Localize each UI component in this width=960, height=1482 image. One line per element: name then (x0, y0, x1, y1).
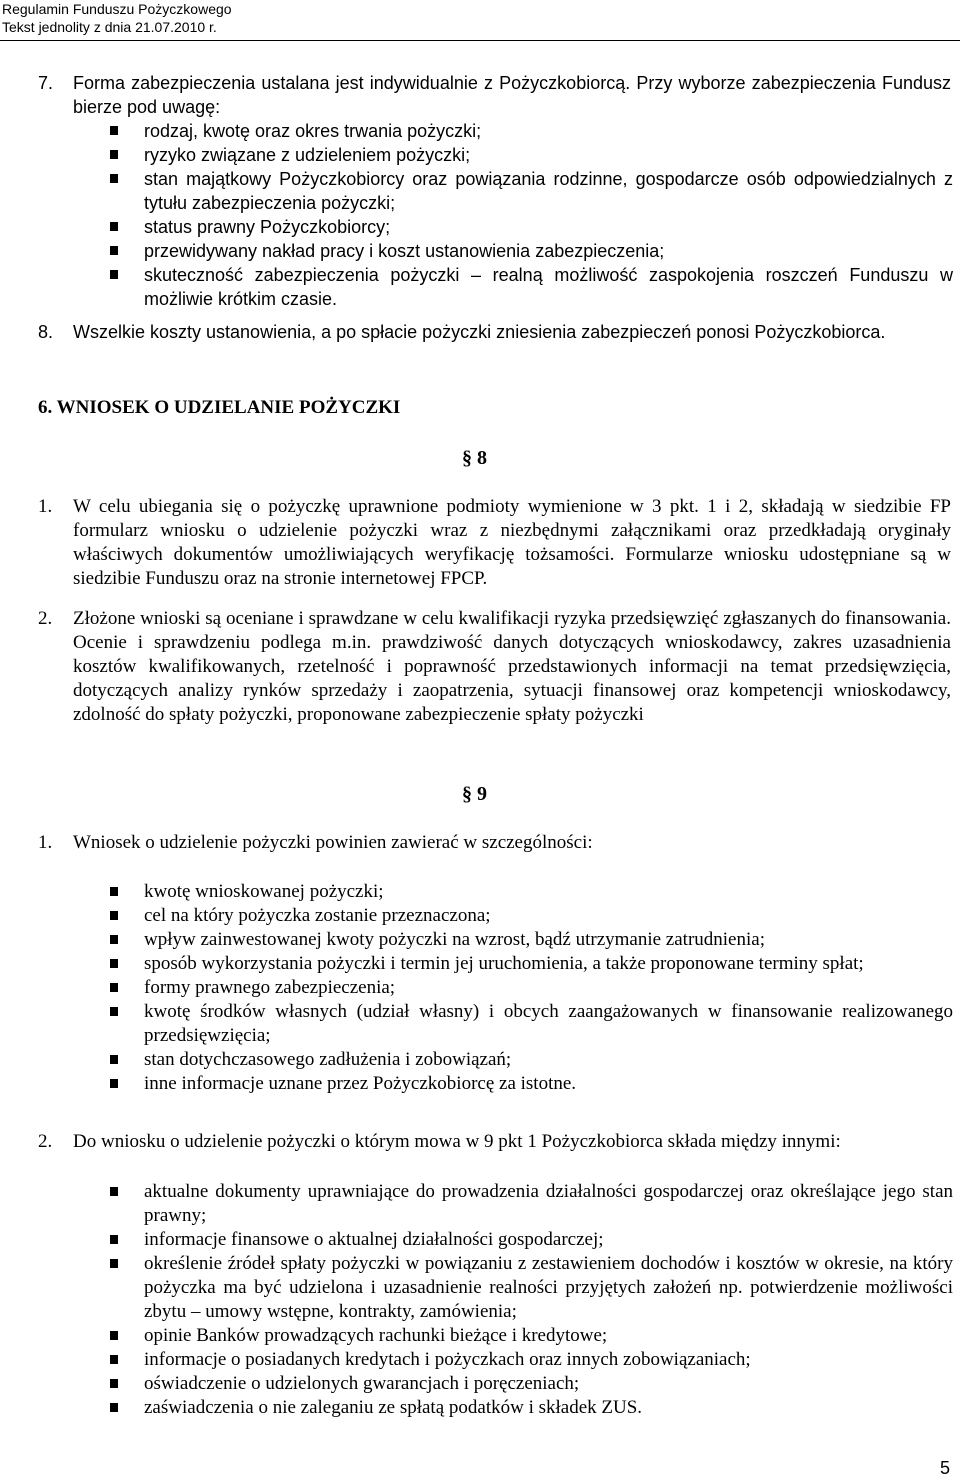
square-bullet-icon (110, 222, 118, 231)
bullet-text: skuteczność zabezpieczenia pożyczki – realną możliwość zaspokojenia roszczeń Funduszu w możliwie krótkim czasie. (144, 265, 953, 309)
square-bullet-icon (110, 1187, 118, 1196)
square-bullet-icon (110, 959, 118, 968)
bullet-text: ryzyko związane z udzieleniem pożyczki; (144, 145, 471, 165)
page-number: 5 (939, 1458, 950, 1478)
par8-point-1 (38, 495, 951, 591)
bullet-text: zaświadczenia o nie zaleganiu ze spłatą podatków i składek ZUS. (144, 1397, 643, 1418)
bullet-text: status prawny Pożyczkobiorcy; (144, 217, 391, 237)
square-bullet-icon (110, 270, 118, 279)
square-bullet-icon (110, 911, 118, 920)
square-bullet-icon (110, 983, 118, 992)
par9-point-2-text: Do wniosku o udzielenie pożyczki o którym mowa w 9 pkt 1 Pożyczkobiorca składa między innymi: (73, 1131, 841, 1152)
header-date: Tekst jednolity z dnia 21.07.2010 r. (2, 19, 217, 35)
bullet-item (110, 1348, 953, 1372)
bullet-text: określenie źródeł spłaty pożyczki w powiązaniu z zestawieniem dochodów i kosztów w okresie, na który pożyczka ma być udzielona i uzasadnienie realności przyjętych założeń np. potwierdzenie możliwości zbytu – umowy wstępne, kontrakty, zamówienia; (144, 1253, 953, 1322)
par8-point-1-text: W celu ubiegania się o pożyczkę uprawnione podmioty wymienione w 3 pkt. 1 i 2, składają w siedzibie FP formularz wniosku o udzielenie pożyczki wraz z niezbędnymi załącznikami oraz przedkładają oryginały właściwych dokumentów umożliwiających weryfikację tożsamości. Formularze wniosku udostępniane są w siedzibie Funduszu oraz na stronie internetowej FPCP. (73, 496, 951, 589)
bullet-item (110, 167, 953, 215)
bullet-text: przewidywany nakład pracy i koszt ustanowienia zabezpieczenia; (144, 241, 665, 261)
bullet-item (110, 1252, 953, 1324)
square-bullet-icon (110, 1079, 118, 1088)
bullet-item (110, 928, 953, 952)
bullet-item (110, 119, 953, 143)
paragraph-9-sign: § 9 (462, 783, 487, 805)
bullet-item (110, 1372, 953, 1396)
bullet-item (110, 1228, 953, 1252)
par8-point-2-number: 2. (38, 608, 53, 629)
bullet-item (110, 880, 953, 904)
bullet-item (110, 1072, 953, 1096)
par9-point-2-number: 2. (38, 1131, 53, 1152)
par9-point-1-number: 1. (38, 832, 53, 853)
bullet-text: stan majątkowy Pożyczkobiorcy oraz powiązania rodzinne, gospodarcze osób odpowiedzialnych z tytułu zabezpieczenia pożyczki; (144, 169, 953, 213)
item-7-number: 7. (38, 73, 54, 93)
bullet-text: informacje finansowe o aktualnej działalności gospodarczej; (144, 1229, 604, 1250)
par9-point-1-text: Wniosek o udzielenie pożyczki powinien zawierać w szczególności: (73, 832, 593, 853)
bullet-item (110, 239, 953, 263)
bullet-text: cel na który pożyczka zostanie przeznaczona; (144, 905, 491, 926)
bullet-item (110, 1396, 953, 1420)
bullet-item (110, 263, 953, 311)
bullet-text: formy prawnego zabezpieczenia; (144, 977, 396, 998)
bullet-item (110, 904, 953, 928)
square-bullet-icon (110, 1007, 118, 1016)
bullet-text: stan dotychczasowego zadłużenia i zobowiązań; (144, 1049, 512, 1070)
bullet-item (110, 143, 953, 167)
document-header (2, 0, 232, 36)
square-bullet-icon (110, 935, 118, 944)
paragraph-8-sign: § 8 (462, 447, 487, 469)
par8-point-2 (38, 607, 951, 727)
item-7-text: Forma zabezpieczenia ustalana jest indywidualnie z Pożyczkobiorcą. Przy wyborze zabezpieczenia Fundusz bierze pod uwagę: (73, 73, 951, 117)
header-rule (0, 40, 960, 41)
par8-point-1-number: 1. (38, 496, 53, 517)
bullet-text: aktualne dokumenty uprawniające do prowadzenia działalności gospodarczej oraz określające jego stan prawny; (144, 1181, 953, 1226)
square-bullet-icon (110, 1403, 118, 1412)
square-bullet-icon (110, 1355, 118, 1364)
section-6-heading: 6. WNIOSEK O UDZIELANIE POŻYCZKI (38, 397, 401, 418)
bullet-text: kwotę środków własnych (udział własny) i obcych zaangażowanych w finansowanie realizowanego przedsięwzięcia; (144, 1001, 953, 1046)
item-8-text: Wszelkie koszty ustanowienia, a po spłacie pożyczki zniesienia zabezpieczeń ponosi Pożyczkobiorca. (73, 322, 886, 342)
square-bullet-icon (110, 150, 118, 159)
item-7-bullet-list (110, 119, 953, 311)
square-bullet-icon (110, 1259, 118, 1268)
bullet-text: inne informacje uznane przez Pożyczkobiorcę za istotne. (144, 1073, 577, 1094)
bullet-item (110, 1048, 953, 1072)
bullet-text: opinie Banków prowadzących rachunki bieżące i kredytowe; (144, 1325, 608, 1346)
bullet-item (110, 1324, 953, 1348)
bullet-text: wpływ zainwestowanej kwoty pożyczki na wzrost, bądź utrzymanie zatrudnienia; (144, 929, 765, 950)
item-7 (38, 71, 951, 119)
bullet-item (110, 1180, 953, 1228)
bullet-text: oświadczenie o udzielonych gwarancjach i poręczeniach; (144, 1373, 580, 1394)
square-bullet-icon (110, 246, 118, 255)
header-title: Regulamin Funduszu Pożyczkowego (2, 1, 232, 17)
bullet-item (110, 215, 953, 239)
square-bullet-icon (110, 1235, 118, 1244)
square-bullet-icon (110, 1331, 118, 1340)
par9-point-2-bullet-list (110, 1180, 953, 1420)
par9-point-1 (38, 831, 951, 855)
square-bullet-icon (110, 1055, 118, 1064)
item-8 (38, 320, 951, 344)
square-bullet-icon (110, 126, 118, 135)
par9-point-2 (38, 1130, 951, 1154)
bullet-item (110, 976, 953, 1000)
bullet-text: informacje o posiadanych kredytach i pożyczkach oraz innych zobowiązaniach; (144, 1349, 751, 1370)
par9-point-1-bullet-list (110, 880, 953, 1096)
item-8-number: 8. (38, 322, 54, 342)
bullet-item (110, 952, 953, 976)
bullet-item (110, 1000, 953, 1048)
bullet-text: sposób wykorzystania pożyczki i termin jej uruchomienia, a także proponowane terminy spłat; (144, 953, 864, 974)
square-bullet-icon (110, 887, 118, 896)
bullet-text: kwotę wnioskowanej pożyczki; (144, 881, 384, 902)
square-bullet-icon (110, 1379, 118, 1388)
square-bullet-icon (110, 174, 118, 183)
bullet-text: rodzaj, kwotę oraz okres trwania pożyczki; (144, 121, 482, 141)
par8-point-2-text: Złożone wnioski są oceniane i sprawdzane w celu kwalifikacji ryzyka przedsięwzięć zgłaszanych do finansowania. Ocenie i sprawdzeniu podlega m.in. prawdziwość danych dotyczących wnioskodawcy, zakres uzasadnienia kosztów kwalifikowanych, rzetelność i poprawność przedstawionych informacji na temat przedsięwzięcia, dotyczących analizy rynków sprzedaży i zaopatrzenia, sytuacji finansowej oraz kompetencji wnioskodawcy, zdolność do spłaty pożyczki, proponowane zabezpieczenie spłaty pożyczki (73, 608, 951, 725)
